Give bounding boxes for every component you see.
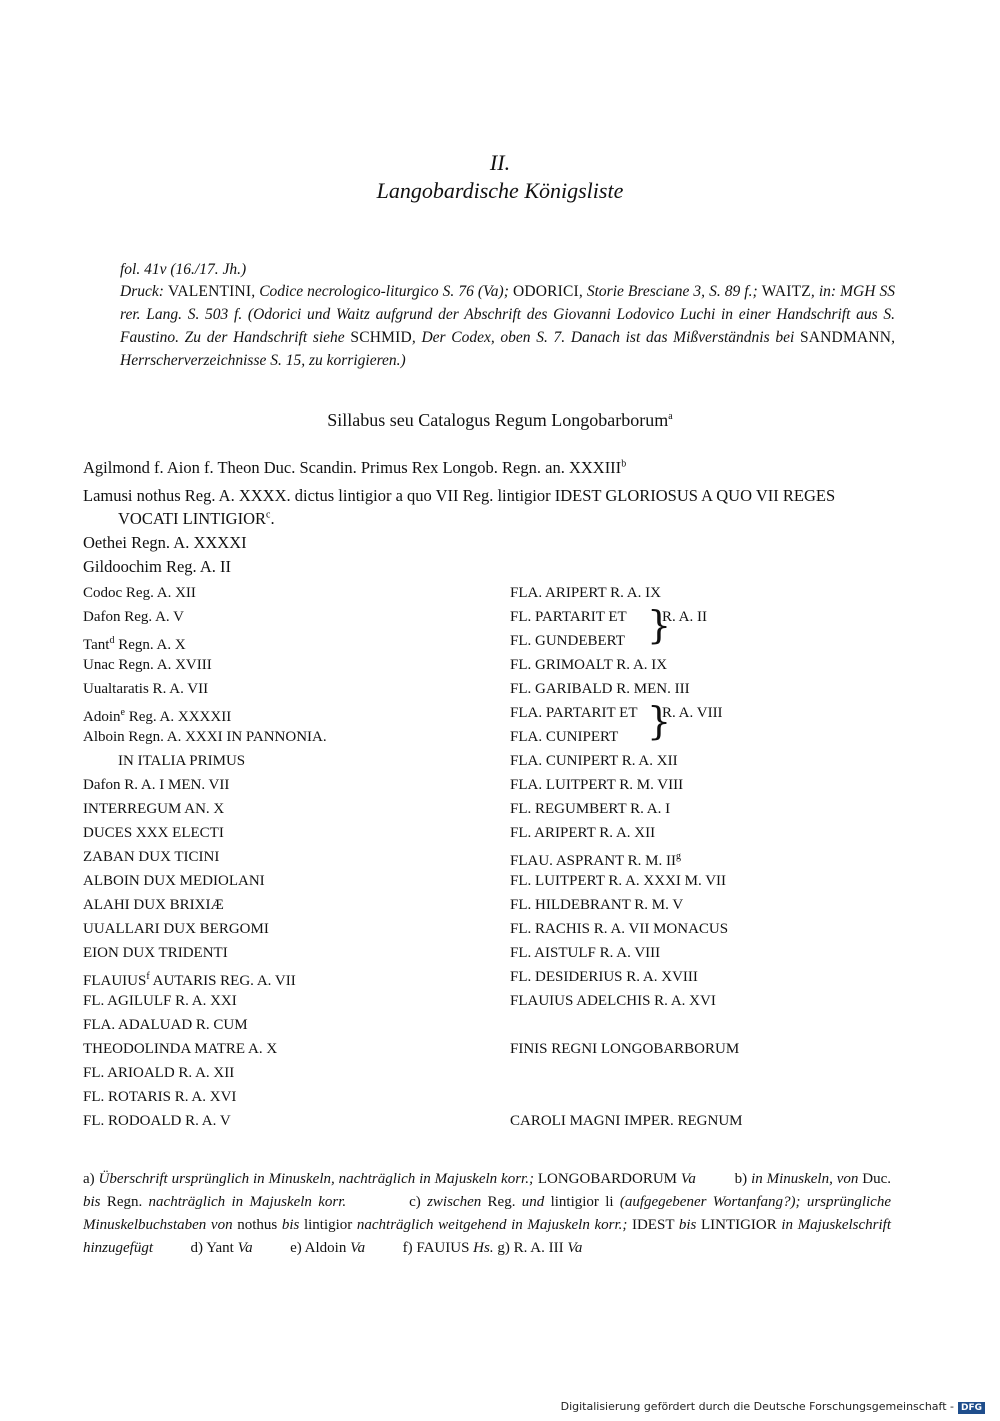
print-sources: Druck: VALENTINI, Codice necrologico-liturgico S. 76 (Va); ODORICI, Storie Bresciane 3, S. 89 f.; WAITZ, in: MGH SS rer. Lang. S. 503 f. (Odorici und Waitz aufgrund der Abschrift des Giovanni Lodovico Luchi in einer Handschrift aus S. Faustino. Zu der Handschrift siehe SCHMID, Der Codex, oben S. 7. Danach ist das Mißverständnis bei SANDMANN, Herrscherverzeichnisse S. 15, zu korrigieren.): [120, 283, 895, 369]
footnotes: a) Überschrift ursprünglich in Minuskeln, nachträglich in Majuskeln korr.; LONGOBARDORUM Va b) in Minuskeln, von Duc. bis Regn. nachträglich in Majuskeln korr. c) zwischen Reg. und lintigior li (aufgegebener Wortanfang?); ursprüngliche Minuskelbuchstaben von nothus bis lintigior nachträglich weitgehend in Majuskeln korr.; IDEST bis LINTIGIOR in Majuskelschrift hinzugefügt d) Yant Va e) Aldoin Va f) FAUIUS Hs. g) R. A. III Va: [83, 1171, 891, 1256]
list-item: IN ITALIA PRIMUS: [118, 753, 246, 769]
list-item: FL. ARIPERT R. A. XII: [510, 825, 656, 841]
list-item: FL. ARIOALD R. A. XII: [83, 1065, 235, 1081]
list-item: FL. REGUMBERT R. A. I: [510, 801, 671, 817]
list-item: FLA. PARTARIT ET: [510, 705, 638, 721]
list-item: FL. HILDEBRANT R. M. V: [510, 897, 684, 913]
list-item: INTERREGUM AN. X: [83, 801, 225, 817]
list-item: Tant$^d$ Regn. A. X: [83, 635, 186, 653]
list-item: FL. GUNDEBERT: [510, 633, 625, 649]
list-item: FL. RODOALD R. A. V: [83, 1113, 231, 1129]
list-item: ALAHI DUX BRIXIÆ: [83, 897, 224, 913]
list-item: Unac Regn. A. XVIII: [83, 657, 212, 673]
list-item: CAROLI MAGNI IMPER. REGNUM: [510, 1113, 743, 1129]
list-item: FLAUIUS$^f$ AUTARIS REG. A. VII: [83, 971, 296, 989]
section-title: Langobardische Königsliste: [376, 178, 624, 203]
section-number: II.: [489, 150, 511, 175]
list-item: FLA. LUITPERT R. M. VIII: [510, 777, 684, 793]
list-item: Adoin$^e$ Reg. A. XXXXII: [83, 707, 232, 725]
catalog-title: Sillabus seu Catalogus Regum Longobarborum$^a$: [327, 410, 673, 430]
list-item: FL. GARIBALD R. MEN. III: [510, 681, 690, 697]
dfg-credit: Digitalisierung gefördert durch die Deutsche Forschungsgemeinschaft - DFG: [561, 1400, 985, 1414]
list-item: FL. RACHIS R. A. VII MONACUS: [510, 921, 729, 937]
joint-reign-group: [510, 701, 930, 749]
list-item: Dafon R. A. I MEN. VII: [83, 777, 230, 793]
list-item: FL. DESIDERIUS R. A. XVIII: [510, 969, 698, 985]
list-item: Uualtaratis R. A. VII: [83, 681, 209, 697]
list-item: FL. GRIMOALT R. A. IX: [510, 657, 668, 673]
list-line: Agilmond f. Aion f. Theon Duc. Scandin. Primus Rex Longob. Regn. an. XXXIII$^b$: [83, 458, 627, 477]
list-item: ALBOIN DUX MEDIOLANI: [83, 873, 265, 889]
list-item: FLAUIUS ADELCHIS R. A. XVI: [510, 993, 716, 1009]
dfg-logo-icon: DFG: [958, 1402, 985, 1414]
list-item: DUCES XXX ELECTI: [83, 825, 224, 841]
list-item: FL. AGILULF R. A. XXI: [83, 993, 237, 1009]
joint-reign-label: R. A. VIII: [662, 705, 723, 721]
list-item: FL. LUITPERT R. A. XXXI M. VII: [510, 873, 727, 889]
left-column: [83, 581, 483, 1133]
list-item: Dafon Reg. A. V: [83, 609, 184, 625]
list-line: Gildoochim Reg. A. II: [83, 557, 232, 576]
list-item: FL. AISTULF R. A. VIII: [510, 945, 661, 961]
folio-reference: fol. 41v (16./17. Jh.): [120, 261, 247, 278]
joint-reign-group: [510, 605, 930, 653]
list-item: ZABAN DUX TICINI: [83, 849, 220, 865]
list-item: FINIS REGNI LONGOBARBORUM: [510, 1041, 740, 1057]
list-line: Lamusi nothus Reg. A. XXXX. dictus lintigior a quo VII Reg. lintigior IDEST GLORIOSUS A QUO VII REGES: [83, 486, 836, 505]
list-item: UUALLARI DUX BERGOMI: [83, 921, 269, 937]
list-item: EION DUX TRIDENTI: [83, 945, 228, 961]
list-item: FLA. ARIPERT R. A. IX: [510, 585, 661, 601]
list-item: Codoc Reg. A. XII: [83, 585, 196, 601]
list-line: Oethei Regn. A. XXXXI: [83, 533, 247, 552]
brace-icon: }: [647, 699, 672, 743]
list-item: FL. ROTARIS R. A. XVI: [83, 1089, 237, 1105]
list-line: VOCATI LINTIGIOR$^c$.: [118, 509, 275, 528]
list-item: FL. PARTARIT ET: [510, 609, 627, 625]
list-item: FLA. CUNIPERT R. A. XII: [510, 753, 678, 769]
joint-reign-label: R. A. II: [662, 609, 707, 625]
list-item: THEODOLINDA MATRE A. X: [83, 1041, 278, 1057]
list-item: FLA. ADALUAD R. CUM: [83, 1017, 248, 1033]
list-item: FLAU. ASPRANT R. M. $II^g$: [510, 851, 682, 869]
brace-icon: }: [647, 603, 672, 647]
list-item: FLA. CUNIPERT: [510, 729, 619, 745]
right-column: [510, 581, 930, 1133]
list-item: Alboin Regn. A. XXXI IN PANNONIA.: [83, 729, 327, 745]
